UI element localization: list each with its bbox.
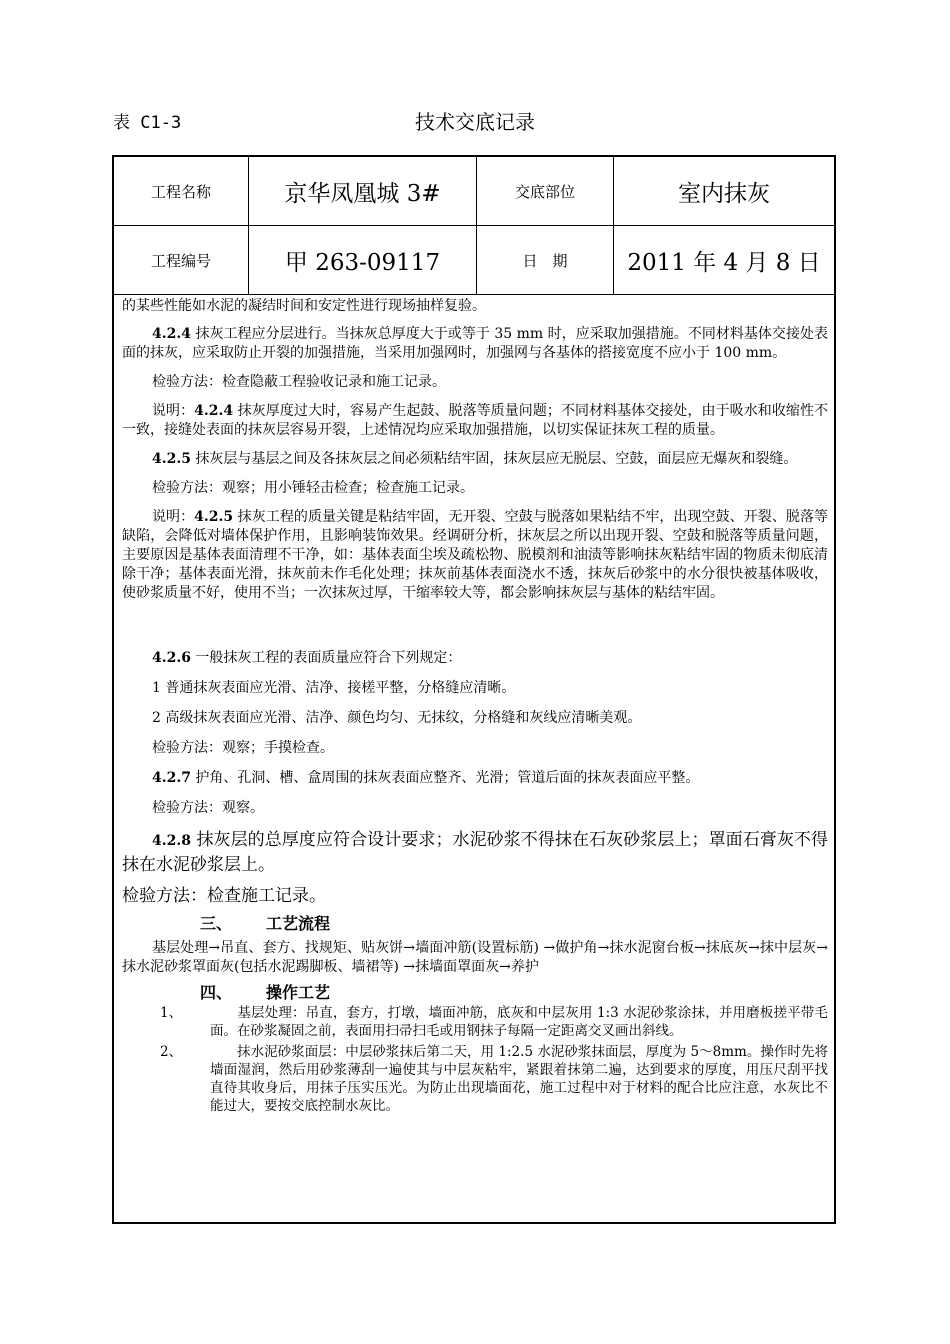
section-number: 四、 <box>200 983 233 1002</box>
note-text: 抹灰厚度过大时，容易产生起鼓、脱落等质量问题；不同材料基体交接处，由于吸水和收缩性不一致，接缝处表面的抹灰层容易开裂，上述情况均应采取加强措施，以切实保证抹灰工程的质量。 <box>122 403 828 438</box>
record-frame <box>112 155 836 1224</box>
clause-text: 护角、孔洞、槽、盒周围的抹灰表面应整齐、光滑；管道后面的抹灰表面应平整。 <box>190 770 700 786</box>
section-4-heading <box>122 983 828 1002</box>
note-prefix: 说明： <box>152 509 195 525</box>
date-label: 日 期 <box>477 226 614 295</box>
project-name-value: 京华凤凰城 3# <box>249 157 477 226</box>
check-method-4-2-6: 检验方法：观察；手摸检查。 <box>152 740 334 756</box>
date-value: 2011 年 4 月 8 日 <box>614 226 835 295</box>
clause-4-2-5 <box>122 450 828 469</box>
check-method-4-2-5: 检验方法：观察；用小锤轻击检查；检查施工记录。 <box>152 480 474 496</box>
clause-4-2-4 <box>122 325 828 363</box>
part-value: 室内抹灰 <box>614 157 835 226</box>
project-no-value: 甲 263-09117 <box>249 226 477 295</box>
header-row-1 <box>114 157 834 226</box>
part-label: 交底部位 <box>477 157 614 226</box>
clause-4-2-8 <box>122 828 828 877</box>
step-text: 基层处理：吊直，套方，打墩，墙面冲筋，底灰和中层灰用 1:3 水泥砂浆涂抹，并用磨板搓平带毛面。在砂浆凝固之前，表面用扫帚扫毛或用钢抹子每隔一定距离交叉画出斜线。 <box>210 1005 828 1039</box>
step-text: 抹水泥砂浆面层：中层砂浆抹后第二天，用 1:2.5 水泥砂浆抹面层，厚度为 5～8mm。操作时先将墙面湿润，然后用砂浆薄刮一遍使其与中层灰粘牢，紧跟着抹第二遍，达到要求的厚度，用压尺刮平找直待其收身后，用抹子压实压光。为防止出现墙面花，施工过程中对于材料的配合比应注意，水灰比不能过大，要按交底控制水灰比。 <box>210 1044 828 1114</box>
process-flow: 基层处理→吊直、套方、找规矩、贴灰饼→墙面冲筋(设置标筋) →做护角→抹水泥窗台板→抹底灰→抹中层灰→抹水泥砂浆罩面灰(包括水泥踢脚板、墙裙等) →抹墙面罩面灰→养护 <box>122 940 828 975</box>
operation-step-2 <box>122 1043 828 1115</box>
clause-number: 4.2.5 <box>194 509 234 525</box>
clause-number: 4.2.8 <box>152 833 191 849</box>
check-method-4-2-7: 检验方法：观察。 <box>152 800 264 816</box>
note-prefix: 说明： <box>152 403 195 419</box>
section-title: 工艺流程 <box>266 914 331 933</box>
check-method-4-2-8: 检验方法：检查施工记录。 <box>122 886 326 906</box>
note-4-2-5 <box>122 508 828 603</box>
clause-text: 抹灰工程应分层进行。当抹灰总厚度大于或等于 35 mm 时，应采取加强措施。不同材料基体交接处表面的抹灰，应采取防止开裂的加强措施，当采用加强网时，加强网与各基体的搭接宽度不应小于 100 mm。 <box>122 326 828 361</box>
clause-number: 4.2.6 <box>152 650 191 666</box>
section-title: 操作工艺 <box>266 983 331 1002</box>
check-method-4-2-4: 检验方法：检查隐蔽工程验收记录和施工记录。 <box>152 374 446 390</box>
clause-4-2-6-item-2: 2 高级抹灰表面应光滑、洁净、颜色均匀、无抹纹，分格缝和灰线应清晰美观。 <box>152 710 642 726</box>
form-code: 表 C1-3 <box>113 113 182 133</box>
clause-text: 抹灰层的总厚度应符合设计要求；水泥砂浆不得抹在石灰砂浆层上；罩面石膏灰不得抹在水泥砂浆层上。 <box>122 830 828 875</box>
clause-4-2-7 <box>122 769 828 788</box>
clause-number: 4.2.4 <box>194 403 234 419</box>
note-4-2-4 <box>122 402 828 440</box>
project-no-label: 工程编号 <box>114 226 249 295</box>
note-text: 抹灰工程的质量关键是粘结牢固，无开裂、空鼓与脱落如果粘结不牢，出现空鼓、开裂、脱落等缺陷，会降低对墙体保护作用，且影响装饰效果。经调研分析，抹灰层之所以出现开裂、空鼓和脱落等质量问题，主要原因是基体表面清理不干净，如：基体表面尘埃及疏松物、脱模剂和油渍等影响抹灰粘结牢固的物质未彻底清除干净；基体表面光滑，抹灰前未作毛化处理；抹灰前基体表面浇水不透，抹灰后砂浆中的水分很快被基体吸收，使砂浆质量不好，使用不当；一次抹灰过厚，干缩率较大等，都会影响抹灰层与基体的粘结牢固。 <box>122 509 828 601</box>
project-name-label: 工程名称 <box>114 157 249 226</box>
clause-number: 4.2.5 <box>152 451 191 467</box>
clause-4-2-6-item-1: 1 普通抹灰表面应光滑、洁净、接槎平整，分格缝应清晰。 <box>152 680 516 696</box>
paragraph-continued: 的某些性能如水泥的凝结时间和安定性进行现场抽样复验。 <box>122 298 486 314</box>
section-3-heading <box>122 914 828 933</box>
clause-text: 一般抹灰工程的表面质量应符合下列规定： <box>190 650 462 666</box>
header-table <box>114 157 834 295</box>
document-title: 技术交底记录 <box>415 110 535 134</box>
operation-step-1 <box>122 1004 828 1040</box>
content-body <box>122 297 828 1115</box>
clause-number: 4.2.7 <box>152 770 191 786</box>
step-number: 1、 <box>160 1005 183 1021</box>
header-row-2 <box>114 226 834 295</box>
clause-4-2-6 <box>122 649 828 668</box>
clause-number: 4.2.4 <box>152 326 191 342</box>
clause-text: 抹灰层与基层之间及各抹灰层之间必须粘结牢固，抹灰层应无脱层、空鼓，面层应无爆灰和裂缝。 <box>190 451 798 467</box>
section-number: 三、 <box>200 914 233 933</box>
step-number: 2、 <box>160 1044 183 1060</box>
